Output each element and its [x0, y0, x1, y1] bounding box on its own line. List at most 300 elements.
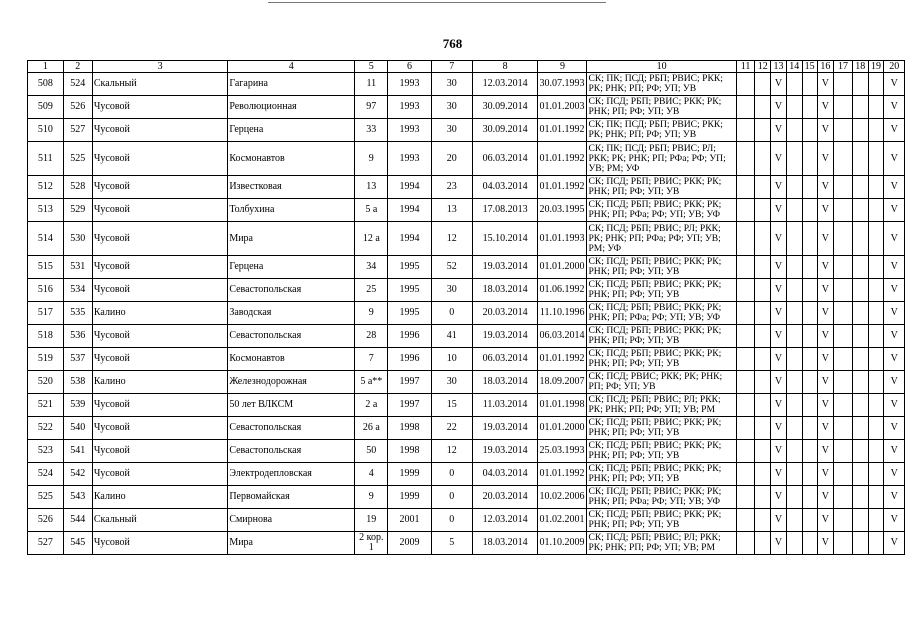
build-year: 1996	[388, 348, 431, 371]
empty-cell-col-12	[755, 96, 771, 119]
record-number: 537	[63, 348, 92, 371]
record-number: 543	[63, 486, 92, 509]
check-mark-col-16: V	[817, 279, 834, 302]
street-name: Мира	[228, 222, 355, 256]
empty-cell-col-14	[786, 256, 802, 279]
row-number: 524	[28, 463, 64, 486]
empty-cell-col-14	[786, 348, 802, 371]
settlement-name: Чусовой	[92, 279, 227, 302]
empty-cell-col-17	[834, 279, 853, 302]
wear-percent: 30	[431, 73, 472, 96]
work-types: СК; ПСД; РБП; РВИС; РКК; РК; РНК; РП; РФ; УП; УВ	[587, 96, 736, 119]
column-header: 6	[388, 61, 431, 73]
house-number: 26 а	[355, 417, 388, 440]
empty-cell-col-11	[736, 222, 755, 256]
check-mark-col-20: V	[884, 348, 905, 371]
row-number: 523	[28, 440, 64, 463]
check-mark-col-16: V	[817, 256, 834, 279]
empty-cell-col-19	[868, 348, 884, 371]
empty-cell-col-15	[802, 73, 817, 96]
street-name: Севастопольская	[228, 417, 355, 440]
build-year: 1999	[388, 486, 431, 509]
empty-cell-col-18	[852, 532, 868, 555]
table-row	[28, 463, 905, 486]
work-types: СК; ПСД; РБП; РВИС; РКК; РК; РНК; РП; РФ; УП; УВ	[587, 348, 736, 371]
empty-cell-col-15	[802, 176, 817, 199]
empty-cell-col-18	[852, 96, 868, 119]
empty-cell-col-17	[834, 417, 853, 440]
house-number: 9	[355, 142, 388, 176]
settlement-name: Чусовой	[92, 96, 227, 119]
empty-cell-col-18	[852, 176, 868, 199]
empty-cell-col-11	[736, 279, 755, 302]
build-year: 1993	[388, 119, 431, 142]
work-types: СК; ПК; ПСД; РБП; РВИС; РЛ; РКК; РК; РНК; РП; РФа; РФ; УП; УВ; РМ; УФ	[587, 142, 736, 176]
street-name: Толбухина	[228, 199, 355, 222]
empty-cell-col-19	[868, 302, 884, 325]
empty-cell-col-12	[755, 222, 771, 256]
empty-cell-col-17	[834, 325, 853, 348]
empty-cell-col-11	[736, 394, 755, 417]
record-number: 529	[63, 199, 92, 222]
empty-cell-col-11	[736, 532, 755, 555]
empty-cell-col-12	[755, 440, 771, 463]
record-number: 526	[63, 96, 92, 119]
settlement-name: Калино	[92, 371, 227, 394]
empty-cell-col-18	[852, 509, 868, 532]
page-number: 768	[442, 36, 463, 51]
check-mark-col-13: V	[771, 486, 787, 509]
empty-cell-col-12	[755, 279, 771, 302]
work-types: СК; ПСД; РБП; РВИС; РКК; РК; РНК; РП; РФ; УП; УВ	[587, 176, 736, 199]
check-mark-col-13: V	[771, 440, 787, 463]
check-mark-col-16: V	[817, 394, 834, 417]
column-header: 7	[431, 61, 472, 73]
work-types: СК; ПСД; РБП; РВИС; РКК; РК; РНК; РП; РФа; РФ; УП; УВ; УФ	[587, 486, 736, 509]
row-number: 526	[28, 509, 64, 532]
empty-cell-col-12	[755, 394, 771, 417]
check-mark-col-16: V	[817, 486, 834, 509]
work-types: СК; ПСД; РБП; РВИС; РЛ; РКК; РК; РНК; РП; РФа; РФ; УП; УВ; РМ; УФ	[587, 222, 736, 256]
empty-cell-col-15	[802, 119, 817, 142]
check-mark-col-13: V	[771, 96, 787, 119]
record-number: 527	[63, 119, 92, 142]
empty-cell-col-14	[786, 279, 802, 302]
wear-percent: 10	[431, 348, 472, 371]
wear-percent: 15	[431, 394, 472, 417]
work-types: СК; ПСД; РБП; РВИС; РКК; РК; РНК; РП; РФ; УП; УВ	[587, 325, 736, 348]
registration-date: 01.01.1992	[538, 142, 587, 176]
row-number: 522	[28, 417, 64, 440]
check-mark-col-13: V	[771, 371, 787, 394]
settlement-name: Чусовой	[92, 394, 227, 417]
wear-percent: 12	[431, 222, 472, 256]
empty-cell-col-19	[868, 509, 884, 532]
empty-cell-col-19	[868, 417, 884, 440]
house-number: 2 а	[355, 394, 388, 417]
empty-cell-col-14	[786, 532, 802, 555]
empty-cell-col-19	[868, 463, 884, 486]
build-year: 1994	[388, 222, 431, 256]
wear-percent: 0	[431, 463, 472, 486]
build-year: 1995	[388, 302, 431, 325]
house-number: 34	[355, 256, 388, 279]
table-row	[28, 279, 905, 302]
empty-cell-col-19	[868, 73, 884, 96]
row-number: 509	[28, 96, 64, 119]
empty-cell-col-17	[834, 440, 853, 463]
settlement-name: Чусовой	[92, 463, 227, 486]
empty-cell-col-12	[755, 142, 771, 176]
registration-date: 30.07.1993	[538, 73, 587, 96]
settlement-name: Чусовой	[92, 417, 227, 440]
empty-cell-col-12	[755, 73, 771, 96]
empty-cell-col-11	[736, 256, 755, 279]
survey-date: 19.03.2014	[472, 440, 538, 463]
settlement-name: Калино	[92, 302, 227, 325]
column-header: 18	[852, 61, 868, 73]
empty-cell-col-19	[868, 486, 884, 509]
record-number: 535	[63, 302, 92, 325]
record-number: 524	[63, 73, 92, 96]
build-year: 1995	[388, 256, 431, 279]
record-number: 545	[63, 532, 92, 555]
registration-date: 01.10.2009	[538, 532, 587, 555]
build-year: 1993	[388, 96, 431, 119]
empty-cell-col-14	[786, 142, 802, 176]
settlement-name: Чусовой	[92, 440, 227, 463]
row-number: 525	[28, 486, 64, 509]
house-number: 4	[355, 463, 388, 486]
record-number: 528	[63, 176, 92, 199]
empty-cell-col-17	[834, 222, 853, 256]
work-types: СК; ПСД; РВИС; РКК; РК; РНК; РП; РФ; УП; УВ	[587, 371, 736, 394]
street-name: Гагарина	[228, 73, 355, 96]
street-name: Севастопольская	[228, 325, 355, 348]
row-number: 515	[28, 256, 64, 279]
empty-cell-col-14	[786, 176, 802, 199]
empty-cell-col-18	[852, 73, 868, 96]
registration-date: 01.01.1993	[538, 222, 587, 256]
column-header: 10	[587, 61, 736, 73]
settlement-name: Чусовой	[92, 222, 227, 256]
column-header: 11	[736, 61, 755, 73]
build-year: 1996	[388, 325, 431, 348]
empty-cell-col-17	[834, 302, 853, 325]
work-types: СК; ПСД; РБП; РВИС; РКК; РК; РНК; РП; РФ; УП; УВ	[587, 440, 736, 463]
check-mark-col-16: V	[817, 119, 834, 142]
empty-cell-col-18	[852, 463, 868, 486]
registration-date: 01.01.1992	[538, 176, 587, 199]
registration-date: 01.01.1998	[538, 394, 587, 417]
empty-cell-col-18	[852, 440, 868, 463]
record-number: 525	[63, 142, 92, 176]
survey-date: 19.03.2014	[472, 256, 538, 279]
survey-date: 20.03.2014	[472, 302, 538, 325]
street-name: 50 лет ВЛКСМ	[228, 394, 355, 417]
build-year: 1994	[388, 199, 431, 222]
wear-percent: 12	[431, 440, 472, 463]
check-mark-col-20: V	[884, 394, 905, 417]
row-number: 511	[28, 142, 64, 176]
check-mark-col-16: V	[817, 325, 834, 348]
registration-date: 01.01.1992	[538, 463, 587, 486]
work-types: СК; ПСД; РБП; РВИС; РКК; РК; РНК; РП; РФ; УП; УВ	[587, 279, 736, 302]
check-mark-col-13: V	[771, 302, 787, 325]
empty-cell-col-14	[786, 302, 802, 325]
check-mark-col-13: V	[771, 176, 787, 199]
empty-cell-col-15	[802, 302, 817, 325]
survey-date: 04.03.2014	[472, 176, 538, 199]
empty-cell-col-18	[852, 279, 868, 302]
check-mark-col-20: V	[884, 463, 905, 486]
settlement-name: Чусовой	[92, 142, 227, 176]
build-year: 1995	[388, 279, 431, 302]
empty-cell-col-11	[736, 302, 755, 325]
column-header: 15	[802, 61, 817, 73]
registration-date: 11.10.1996	[538, 302, 587, 325]
column-header: 1	[28, 61, 64, 73]
work-types: СК; ПСД; РБП; РВИС; РКК; РК; РНК; РП; РФа; РФ; УП; УВ; УФ	[587, 302, 736, 325]
build-year: 1998	[388, 417, 431, 440]
empty-cell-col-18	[852, 119, 868, 142]
empty-cell-col-14	[786, 509, 802, 532]
check-mark-col-13: V	[771, 509, 787, 532]
empty-cell-col-15	[802, 394, 817, 417]
check-mark-col-16: V	[817, 371, 834, 394]
registration-date: 01.01.2003	[538, 96, 587, 119]
empty-cell-col-18	[852, 394, 868, 417]
empty-cell-col-14	[786, 463, 802, 486]
empty-cell-col-15	[802, 463, 817, 486]
record-number: 534	[63, 279, 92, 302]
check-mark-col-16: V	[817, 142, 834, 176]
empty-cell-col-12	[755, 509, 771, 532]
check-mark-col-13: V	[771, 119, 787, 142]
wear-percent: 22	[431, 417, 472, 440]
street-name: Первомайская	[228, 486, 355, 509]
empty-cell-col-19	[868, 96, 884, 119]
row-number: 510	[28, 119, 64, 142]
check-mark-col-13: V	[771, 73, 787, 96]
empty-cell-col-17	[834, 532, 853, 555]
empty-cell-col-18	[852, 417, 868, 440]
survey-date: 04.03.2014	[472, 463, 538, 486]
empty-cell-col-14	[786, 486, 802, 509]
survey-date: 06.03.2014	[472, 348, 538, 371]
wear-percent: 0	[431, 509, 472, 532]
empty-cell-col-19	[868, 199, 884, 222]
empty-cell-col-11	[736, 119, 755, 142]
street-name: Революционная	[228, 96, 355, 119]
settlement-name: Чусовой	[92, 199, 227, 222]
empty-cell-col-12	[755, 417, 771, 440]
check-mark-col-20: V	[884, 417, 905, 440]
empty-cell-col-17	[834, 509, 853, 532]
check-mark-col-20: V	[884, 302, 905, 325]
survey-date: 30.09.2014	[472, 119, 538, 142]
check-mark-col-16: V	[817, 176, 834, 199]
table-row	[28, 325, 905, 348]
empty-cell-col-11	[736, 371, 755, 394]
column-header: 4	[228, 61, 355, 73]
column-header: 14	[786, 61, 802, 73]
record-number: 536	[63, 325, 92, 348]
check-mark-col-16: V	[817, 509, 834, 532]
house-number: 13	[355, 176, 388, 199]
house-number: 33	[355, 119, 388, 142]
empty-cell-col-18	[852, 486, 868, 509]
top-rule	[268, 2, 606, 3]
settlement-name: Калино	[92, 486, 227, 509]
check-mark-col-20: V	[884, 325, 905, 348]
check-mark-col-20: V	[884, 371, 905, 394]
street-name: Космонавтов	[228, 348, 355, 371]
empty-cell-col-18	[852, 256, 868, 279]
empty-cell-col-12	[755, 486, 771, 509]
check-mark-col-16: V	[817, 463, 834, 486]
empty-cell-col-19	[868, 371, 884, 394]
registration-date: 01.01.1992	[538, 348, 587, 371]
check-mark-col-16: V	[817, 222, 834, 256]
survey-date: 20.03.2014	[472, 486, 538, 509]
table-body	[28, 73, 905, 555]
build-year: 1998	[388, 440, 431, 463]
survey-date: 18.03.2014	[472, 532, 538, 555]
empty-cell-col-14	[786, 119, 802, 142]
empty-cell-col-15	[802, 142, 817, 176]
empty-cell-col-14	[786, 417, 802, 440]
empty-cell-col-12	[755, 256, 771, 279]
row-number: 517	[28, 302, 64, 325]
empty-cell-col-19	[868, 176, 884, 199]
header-row	[28, 61, 905, 73]
registration-date: 18.09.2007	[538, 371, 587, 394]
wear-percent: 41	[431, 325, 472, 348]
settlement-name: Чусовой	[92, 532, 227, 555]
survey-date: 18.03.2014	[472, 279, 538, 302]
table-row	[28, 348, 905, 371]
column-header: 8	[472, 61, 538, 73]
row-number: 521	[28, 394, 64, 417]
check-mark-col-20: V	[884, 73, 905, 96]
empty-cell-col-17	[834, 119, 853, 142]
wear-percent: 13	[431, 199, 472, 222]
empty-cell-col-15	[802, 509, 817, 532]
empty-cell-col-17	[834, 348, 853, 371]
empty-cell-col-17	[834, 371, 853, 394]
empty-cell-col-11	[736, 325, 755, 348]
empty-cell-col-17	[834, 73, 853, 96]
registration-date: 01.02.2001	[538, 509, 587, 532]
empty-cell-col-11	[736, 417, 755, 440]
wear-percent: 0	[431, 486, 472, 509]
record-number: 530	[63, 222, 92, 256]
settlement-name: Скальный	[92, 73, 227, 96]
empty-cell-col-14	[786, 325, 802, 348]
house-number: 50	[355, 440, 388, 463]
empty-cell-col-18	[852, 199, 868, 222]
house-number: 7	[355, 348, 388, 371]
street-name: Мира	[228, 532, 355, 555]
empty-cell-col-17	[834, 96, 853, 119]
empty-cell-col-17	[834, 256, 853, 279]
work-types: СК; ПСД; РБП; РВИС; РКК; РК; РНК; РП; РФа; РФ; УП; УВ; УФ	[587, 199, 736, 222]
check-mark-col-16: V	[817, 96, 834, 119]
empty-cell-col-18	[852, 325, 868, 348]
check-mark-col-13: V	[771, 348, 787, 371]
empty-cell-col-14	[786, 96, 802, 119]
empty-cell-col-17	[834, 199, 853, 222]
empty-cell-col-11	[736, 509, 755, 532]
empty-cell-col-11	[736, 486, 755, 509]
empty-cell-col-19	[868, 222, 884, 256]
empty-cell-col-14	[786, 222, 802, 256]
survey-date: 15.10.2014	[472, 222, 538, 256]
wear-percent: 0	[431, 302, 472, 325]
empty-cell-col-15	[802, 96, 817, 119]
settlement-name: Чусовой	[92, 176, 227, 199]
row-number: 514	[28, 222, 64, 256]
house-number: 2 кор. 1	[355, 532, 388, 555]
empty-cell-col-14	[786, 440, 802, 463]
empty-cell-col-17	[834, 463, 853, 486]
empty-cell-col-15	[802, 348, 817, 371]
check-mark-col-16: V	[817, 348, 834, 371]
check-mark-col-20: V	[884, 509, 905, 532]
check-mark-col-20: V	[884, 440, 905, 463]
empty-cell-col-14	[786, 394, 802, 417]
empty-cell-col-19	[868, 119, 884, 142]
empty-cell-col-18	[852, 348, 868, 371]
wear-percent: 5	[431, 532, 472, 555]
work-types: СК; ПК; ПСД; РБП; РВИС; РКК; РК; РНК; РП; РФ; УП; УВ	[587, 73, 736, 96]
table-row	[28, 417, 905, 440]
check-mark-col-20: V	[884, 532, 905, 555]
survey-date: 11.03.2014	[472, 394, 538, 417]
table-row	[28, 142, 905, 176]
empty-cell-col-12	[755, 463, 771, 486]
wear-percent: 30	[431, 371, 472, 394]
house-number: 5 а	[355, 199, 388, 222]
check-mark-col-13: V	[771, 325, 787, 348]
column-header: 19	[868, 61, 884, 73]
empty-cell-col-15	[802, 440, 817, 463]
table-row	[28, 199, 905, 222]
check-mark-col-13: V	[771, 256, 787, 279]
street-name: Герцена	[228, 256, 355, 279]
table-row	[28, 302, 905, 325]
check-mark-col-13: V	[771, 222, 787, 256]
check-mark-col-13: V	[771, 142, 787, 176]
check-mark-col-16: V	[817, 417, 834, 440]
table-row	[28, 256, 905, 279]
survey-date: 12.03.2014	[472, 73, 538, 96]
empty-cell-col-18	[852, 222, 868, 256]
record-number: 542	[63, 463, 92, 486]
survey-date: 17.08.2013	[472, 199, 538, 222]
house-number: 28	[355, 325, 388, 348]
empty-cell-col-19	[868, 532, 884, 555]
work-types: СК; ПСД; РБП; РВИС; РКК; РК; РНК; РП; РФ; УП; УВ	[587, 417, 736, 440]
house-number: 9	[355, 486, 388, 509]
wear-percent: 30	[431, 96, 472, 119]
record-number: 538	[63, 371, 92, 394]
row-number: 527	[28, 532, 64, 555]
check-mark-col-20: V	[884, 96, 905, 119]
empty-cell-col-12	[755, 325, 771, 348]
empty-cell-col-12	[755, 532, 771, 555]
